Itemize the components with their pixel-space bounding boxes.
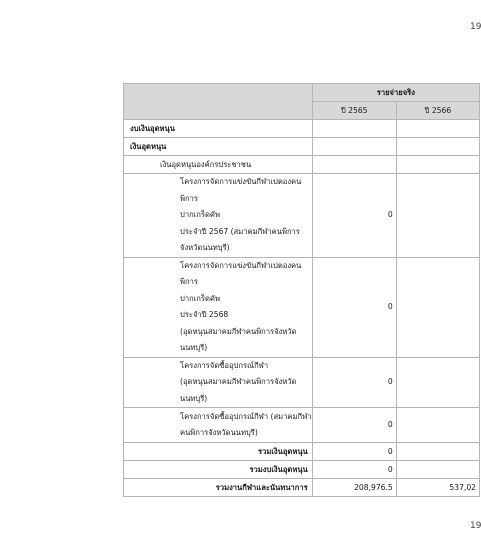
row-label-line: โครงการจัดการแข่งขันกีฬาเปตองคนพิการ <box>180 177 302 203</box>
table-row <box>124 156 480 174</box>
cell-2565 <box>312 138 396 156</box>
table-row <box>124 138 480 156</box>
table-header-row <box>124 84 480 102</box>
row-label-line: (อุดหนุนสมาคมกีฬาคนพิการจังหวัด <box>180 377 297 386</box>
row-label-line: จังหวัดนนทบุรี) <box>180 243 230 252</box>
row-label-line: โครงการจัดซื้ออุปกรณ์กีฬา <box>180 360 269 370</box>
row-label: งบเงินอุดหนุน <box>124 120 313 138</box>
cell-2565: 208,976.5 <box>312 479 396 497</box>
row-label-line: นนทบุรี) <box>180 343 208 352</box>
row-label-line: ประจำปี 2568 <box>180 310 229 319</box>
table-row <box>124 408 480 443</box>
table-row <box>124 461 480 479</box>
row-label: รวมงบเงินอุดหนุน <box>124 461 313 479</box>
cell-2566 <box>396 461 479 479</box>
budget-table-wrapper <box>123 83 480 497</box>
row-label-line: (อุดหนุนสมาคมกีฬาคนพิการจังหวัด <box>180 326 297 336</box>
cell-2565: 0 <box>312 461 396 479</box>
cell-2566 <box>396 156 479 174</box>
row-label <box>124 257 313 357</box>
header-blank-cell <box>124 84 313 120</box>
cell-2566 <box>396 257 479 357</box>
cell-2565: 0 <box>312 174 396 258</box>
table-row <box>124 357 480 408</box>
row-label-line: นนทบุรี) <box>180 393 208 403</box>
row-label <box>124 408 313 443</box>
header-year-2565: ปี 2565 <box>312 102 396 120</box>
header-actual-expense: รายจ่ายจริง <box>312 84 479 102</box>
cell-2566 <box>396 408 479 443</box>
page-number-top: 19 <box>470 22 481 32</box>
table-row <box>124 257 480 357</box>
cell-2566 <box>396 120 479 138</box>
row-label: รวมเงินอุดหนุน <box>124 443 313 461</box>
cell-2565: 0 <box>312 257 396 357</box>
table-row <box>124 479 480 497</box>
row-label-line: คนพิการจังหวัดนนทบุรี) <box>180 428 258 437</box>
page-number-bottom: 19 <box>470 521 481 531</box>
row-label-line: ปากเกร็ดคัพ <box>180 293 220 303</box>
row-label-line: ประจำปี 2567 (สมาคมกีฬาคนพิการ <box>180 226 300 236</box>
row-label <box>124 174 313 258</box>
cell-2566 <box>396 138 479 156</box>
cell-2565: 0 <box>312 357 396 408</box>
cell-2566 <box>396 357 479 408</box>
table-row <box>124 120 480 138</box>
budget-table <box>123 83 480 497</box>
header-year-2566: ปี 2566 <box>396 102 479 120</box>
cell-2565: 0 <box>312 408 396 443</box>
row-label <box>124 357 313 408</box>
cell-2566: 537,02 <box>396 479 479 497</box>
table-row <box>124 443 480 461</box>
cell-2565 <box>312 156 396 174</box>
row-label: รวมงานกีฬาและนันทนาการ <box>124 479 313 497</box>
cell-2566 <box>396 174 479 258</box>
cell-2565: 0 <box>312 443 396 461</box>
cell-2565 <box>312 120 396 138</box>
cell-2566 <box>396 443 479 461</box>
row-label: เงินอุดหนุนองค์กรประชาชน <box>124 156 313 174</box>
row-label-line: โครงการจัดการแข่งขันกีฬาเปตองคนพิการ <box>180 260 302 286</box>
row-label-line: ปากเกร็ดคัพ <box>180 210 220 219</box>
row-label: เงินอุดหนุน <box>124 138 313 156</box>
table-row <box>124 174 480 258</box>
row-label-line: โครงการจัดซื้ออุปกรณ์กีฬา (สมาคมกีฬา <box>180 411 312 421</box>
